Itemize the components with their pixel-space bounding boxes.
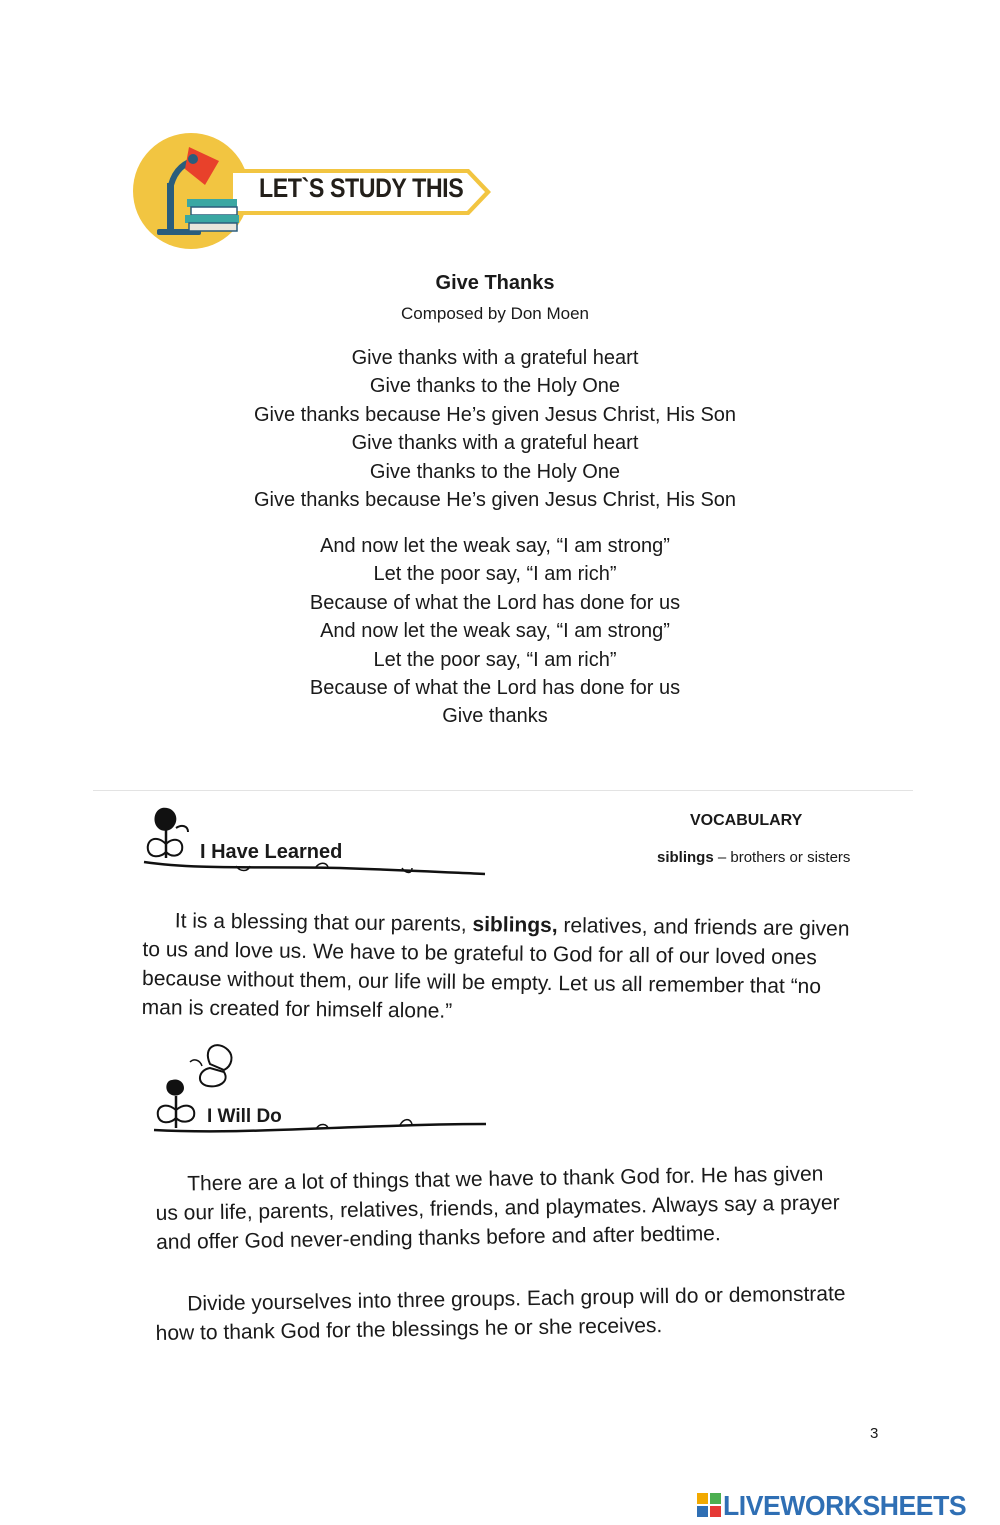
vocabulary-term: siblings xyxy=(657,849,714,866)
learned-text-start: It is a blessing that our parents, xyxy=(174,909,473,937)
lyric-line: Give thanks with a grateful heart xyxy=(351,432,639,455)
page-number: 3 xyxy=(870,1425,879,1442)
i-will-do-title: I Will Do xyxy=(207,1106,282,1127)
i-have-learned-title: I Have Learned xyxy=(200,841,343,863)
learned-text-bold: siblings, xyxy=(472,913,558,938)
lyric-line: Give thanks because He’s given Jesus Christ, His Son xyxy=(253,403,737,426)
lyric-line: Because of what the Lord has done for us xyxy=(309,677,681,700)
lyric-line: Because of what the Lord has done for us xyxy=(309,591,681,614)
will-do-text-1: There are a lot of things that we have to thank God for. He has given us our life, parents, relatives, friends, and playmates. Always say a prayer and offer God never-ending thanks before and after bedtime. xyxy=(155,1162,840,1254)
vocabulary-title: VOCABULARY xyxy=(690,812,803,829)
lets-study-this-badge xyxy=(133,133,493,251)
flower-vine-icon xyxy=(140,800,490,880)
desk-lamp-books-icon xyxy=(147,143,247,243)
lyric-line: Give thanks to the Holy One xyxy=(369,460,621,483)
vocabulary-meaning: – brothers or sisters xyxy=(713,849,851,866)
song-verse-2 xyxy=(150,532,840,731)
lyric-line: Give thanks xyxy=(442,705,548,728)
i-will-do-paragraph-2 xyxy=(155,1279,856,1348)
lyric-line: Give thanks with a grateful heart xyxy=(351,347,639,369)
section-divider xyxy=(93,790,913,791)
song-composer: Composed by Don Moen xyxy=(400,304,590,323)
lyric-line: Let the poor say, “I am rich” xyxy=(373,563,617,586)
lyric-line: And now let the weak say, “I am strong” xyxy=(320,620,670,643)
butterfly-flower-vine-icon xyxy=(150,1040,490,1140)
vocabulary-definition xyxy=(657,846,857,870)
lyric-line: Let the poor say, “I am rich” xyxy=(373,648,617,671)
i-have-learned-paragraph xyxy=(142,906,863,1031)
song-verse-1 xyxy=(150,344,840,514)
lyric-line: And now let the weak say, “I am strong” xyxy=(320,535,670,557)
badge-title: LET`S STUDY THIS xyxy=(259,173,464,203)
will-do-text-2: Divide yourselves into three groups. Each group will do or demonstrate how to thank God for the blessings he or she receives. xyxy=(155,1282,846,1345)
i-will-do-paragraph-1 xyxy=(155,1159,846,1257)
learned-text-end: relatives, and friends are given to us and love us. We have to be grateful to God for all of our loved ones because without them, our life will be empty. Let us all remember that “no man is created for himself alone.” xyxy=(141,914,850,1023)
watermark-text: LIVEWORKSHEETS xyxy=(723,1490,967,1521)
lyric-line: Give thanks to the Holy One xyxy=(369,375,621,398)
liveworksheets-logo-icon xyxy=(697,1493,721,1517)
song-title: Give Thanks xyxy=(435,272,555,294)
lyric-line: Give thanks because He’s given Jesus Christ, His Son xyxy=(253,489,737,512)
